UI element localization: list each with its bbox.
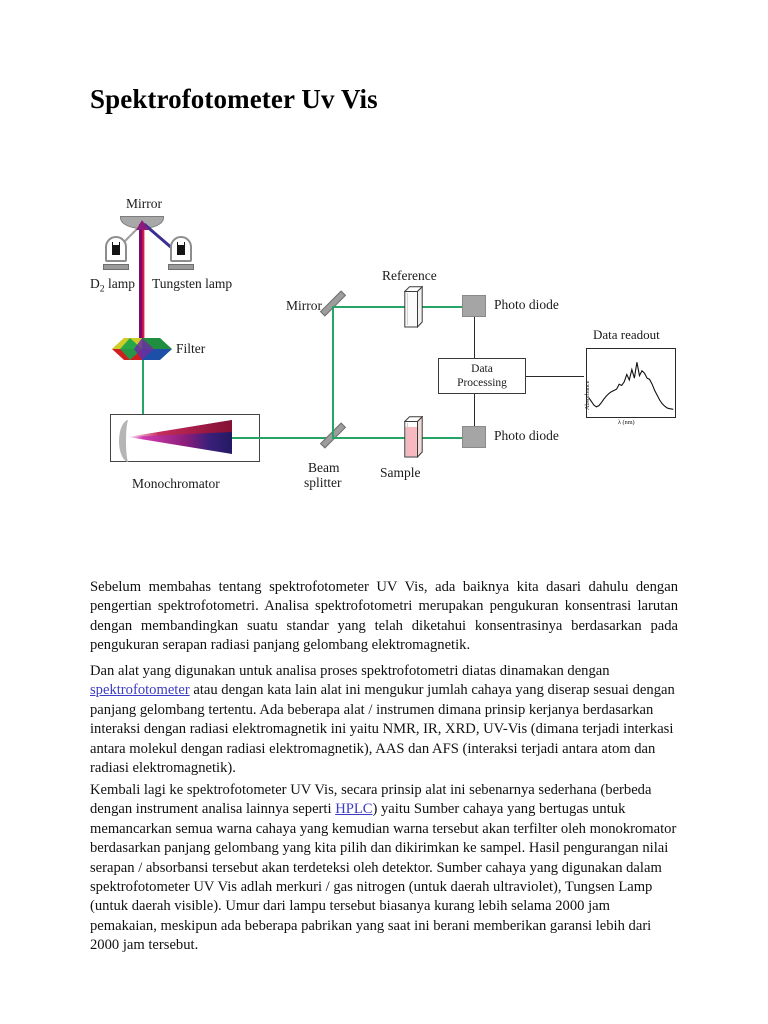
dp-line2: Processing <box>457 377 507 389</box>
wire-dp-to-readout <box>526 376 584 377</box>
paragraph-3: Kembali lagi ke spektrofotometer UV Vis, secara prinsip alat ini sebenarnya sederhana (berbeda dengan instrument analisa lainnya seperti HPLC) yaitu Sumber cahaya yang bertugas untuk memancarkan semua warna cahaya yang kemudian warna tersebut akan terfilter oleh monokromator berdasarkan panjang gelombang yang kita pilih dan dikirimkan ke sampel. Hasil pengurangan nilai serapan / absorbansi tersebut akan terdeteksi oleh detektor. Sumber cahaya yang digunakan dalam spektrofotometer UV Vis adlah merkuri / gas nitrogen (untuk daerah ultraviolet), Tungsen Lamp (untuk daerah visible). Umur dari lampu tersebut biasanya kurang lebih selama 2000 jam pemakaian, meskipun ada beberapa pabrikan yang saat ini berani memberikan garansi lebih dari 2000 jam tersebut. <box>90 782 677 954</box>
readout-ylabel: Absorbance <box>584 380 591 410</box>
tungsten-lamp-icon <box>168 236 194 270</box>
data-processing-box <box>438 358 526 394</box>
photo-diode-bottom-icon <box>462 426 486 448</box>
label-d2-lamp: $D_2$ lamp <box>90 276 135 295</box>
label-tungsten-lamp: Tungsten lamp <box>152 276 233 291</box>
beam-splitter-to-sample <box>332 437 472 439</box>
label-beam-splitter-line2: splitter <box>304 475 342 490</box>
page-title: Spektrofotometer Uv Vis <box>90 84 378 114</box>
label-photo-diode-bottom: Photo diode <box>494 428 559 443</box>
dp-line1: Data <box>471 362 493 375</box>
inline-link[interactable]: HPLC <box>335 801 373 818</box>
beam-filter-to-monochromator <box>142 360 144 420</box>
d2-lamp-icon <box>103 236 129 270</box>
beam-mirror-to-reference <box>332 306 472 308</box>
label-mirror-top: Mirror <box>126 196 162 211</box>
readout-xlabel: λ (nm) <box>618 419 635 426</box>
photo-diode-top-icon <box>462 295 486 317</box>
reference-cuvette-icon <box>404 286 423 328</box>
label-reference: Reference <box>382 268 437 283</box>
wire-top-diode-to-dp <box>474 317 475 358</box>
label-monochromator: Monochromator <box>132 476 220 491</box>
spectrophotometer-diagram <box>90 188 685 508</box>
beam-splitter-to-mirror <box>332 306 334 438</box>
sample-cuvette-icon <box>404 416 423 458</box>
inline-link[interactable]: spektrofotometer <box>90 682 190 699</box>
absorbance-spectrum-plot <box>587 349 675 417</box>
wire-bottom-diode-to-dp <box>474 393 475 426</box>
paragraph-2: Dan alat yang digunakan untuk analisa proses spektrofotometri diatas dinamakan dengan spektrofotometer atau dengan kata lain alat ini mengukur jumlah cahaya yang diserap sesuai dengan panjang gelombang tertentu. Ada beberapa alat / instrumen dimana prinsip kerjanya berdasarkan interaksi dengan radiasi elektromagnetik ini yaitu NMR, IR, XRD, UV-Vis (dimana terjadi interkasi antara molekul dengan radiasi elektromagnetik), AAS dan AFS (interaksi terjadi antara atom dan radiasi elektromagnetik). <box>90 663 675 777</box>
label-filter: Filter <box>176 341 206 356</box>
label-mirror-right: Mirror <box>286 298 322 313</box>
label-data-readout: Data readout <box>593 327 660 342</box>
data-readout-chart <box>586 348 676 418</box>
label-beam-splitter-line1: Beam <box>308 460 340 475</box>
filter-icon <box>112 336 172 362</box>
paragraph-1: Sebelum membahas tentang spektrofotometer UV Vis, ada baiknya kita dasari dahulu dengan pengertian spektrofotometri. Analisa spektrofotometri merupakan pengukuran konsentrasi larutan dengan membandingkan suatu standar yang telah diketahui konsentrasinya berdasarkan pada pengukuran serapan radiasi panjang gelombang elektromagnetik. <box>90 579 678 654</box>
label-sample: Sample <box>380 465 421 480</box>
label-photo-diode-top: Photo diode <box>494 297 559 312</box>
